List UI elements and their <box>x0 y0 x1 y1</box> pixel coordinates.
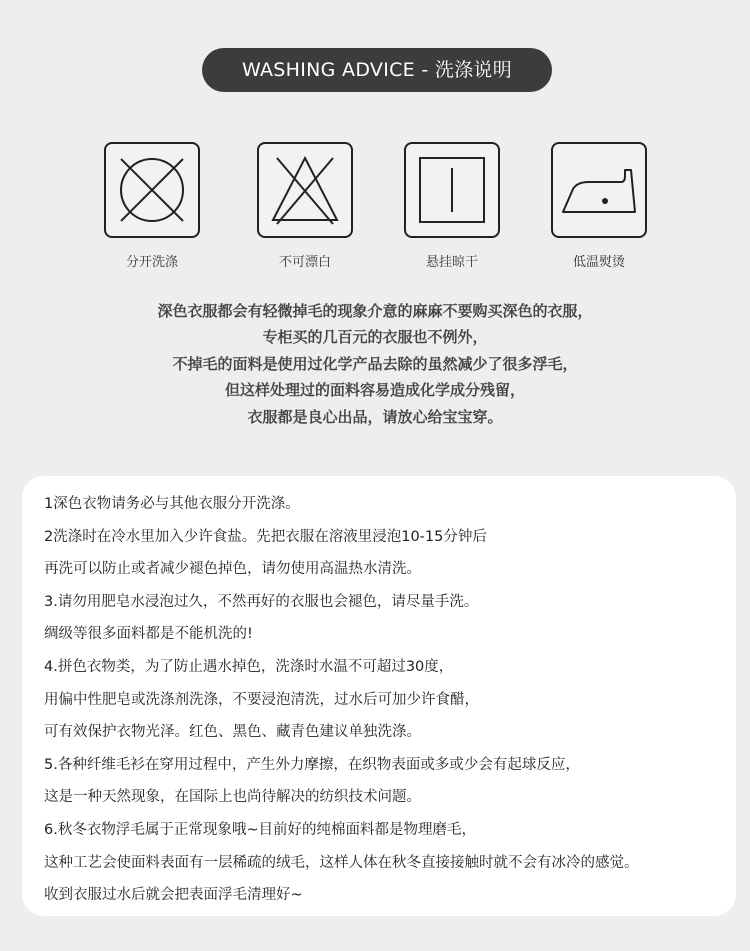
instruction-line: 2洗涤时在冷水里加入少许食盐。先把衣服在溶液里浸泡10-15分钟后 <box>44 528 487 545</box>
intro-line: 深色衣服都会有轻微掉毛的现象介意的麻麻不要购买深色的衣服， <box>157 302 593 320</box>
intro-text <box>60 298 690 430</box>
instruction-line: 4.拼色衣物类，为了防止遇水掉色，洗涤时水温不可超过30度， <box>44 658 454 675</box>
instruction-line: 再洗可以防止或者减少褪色掉色，请勿使用高温热水清洗。 <box>44 561 421 578</box>
care-symbol-hang-dry <box>402 142 502 270</box>
instruction-line: 这是一种天然现象，在国际上也尚待解决的纺织技术问题。 <box>44 789 421 806</box>
icon-label: 分开洗涤 <box>125 255 178 270</box>
instruction-line: 收到衣服过水后就会把表面浮毛清理好~ <box>44 887 303 904</box>
instruction-line: 绸级等很多面料都是不能机洗的! <box>44 626 253 643</box>
instruction-line: 用偏中性肥皂或洗涤剂洗涤，不要浸泡清洗，过水后可加少许食醋， <box>44 691 479 708</box>
instruction-line: 6.秋冬衣物浮毛属于正常现象哦~目前好的纯棉面料都是物理磨毛， <box>44 821 476 838</box>
care-symbol-wash-separately <box>102 142 202 270</box>
care-symbol-low-temp-iron <box>549 142 649 270</box>
icon-label: 悬挂晾干 <box>425 255 478 270</box>
instruction-line: 1深色衣物请务必与其他衣服分开洗涤。 <box>44 496 300 512</box>
instructions-card <box>22 476 736 916</box>
intro-line: 但这样处理过的面料容易造成化学成分残留， <box>224 381 525 400</box>
instruction-line: 这种工艺会使面料表面有一层稀疏的绒毛，这样人体在秋冬直接接触时就不会有冰冷的感觉。 <box>44 854 639 871</box>
hang-dry-icon <box>404 142 500 238</box>
no-bleach-icon <box>257 142 353 238</box>
wash-separately-icon <box>104 142 200 238</box>
intro-line: 衣服都是良心出品，请放心给宝宝穿。 <box>247 407 503 426</box>
icon-label: 低温熨烫 <box>572 255 625 270</box>
page-title: WASHING ADVICE - 洗涤说明 <box>202 48 552 92</box>
intro-line: 不掉毛的面料是使用过化学产品去除的虽然减少了很多浮毛， <box>172 354 578 373</box>
care-symbol-no-bleach <box>255 142 355 270</box>
low-temp-iron-icon <box>551 142 647 238</box>
instruction-line: 5.各种纤维毛衫在穿用过程中，产生外力摩擦，在织物表面或多或少会有起球反应， <box>44 756 580 773</box>
instruction-line: 3.请勿用肥皂水浸泡过久，不然再好的衣服也会褪色，请尽量手洗。 <box>44 593 479 610</box>
instruction-line: 可有效保护衣物光泽。红色、黑色、藏青色建议单独洗涤。 <box>44 724 421 741</box>
icon-label: 不可漂白 <box>278 255 331 270</box>
intro-line: 专柜买的几百元的衣服也不例外， <box>262 328 488 347</box>
